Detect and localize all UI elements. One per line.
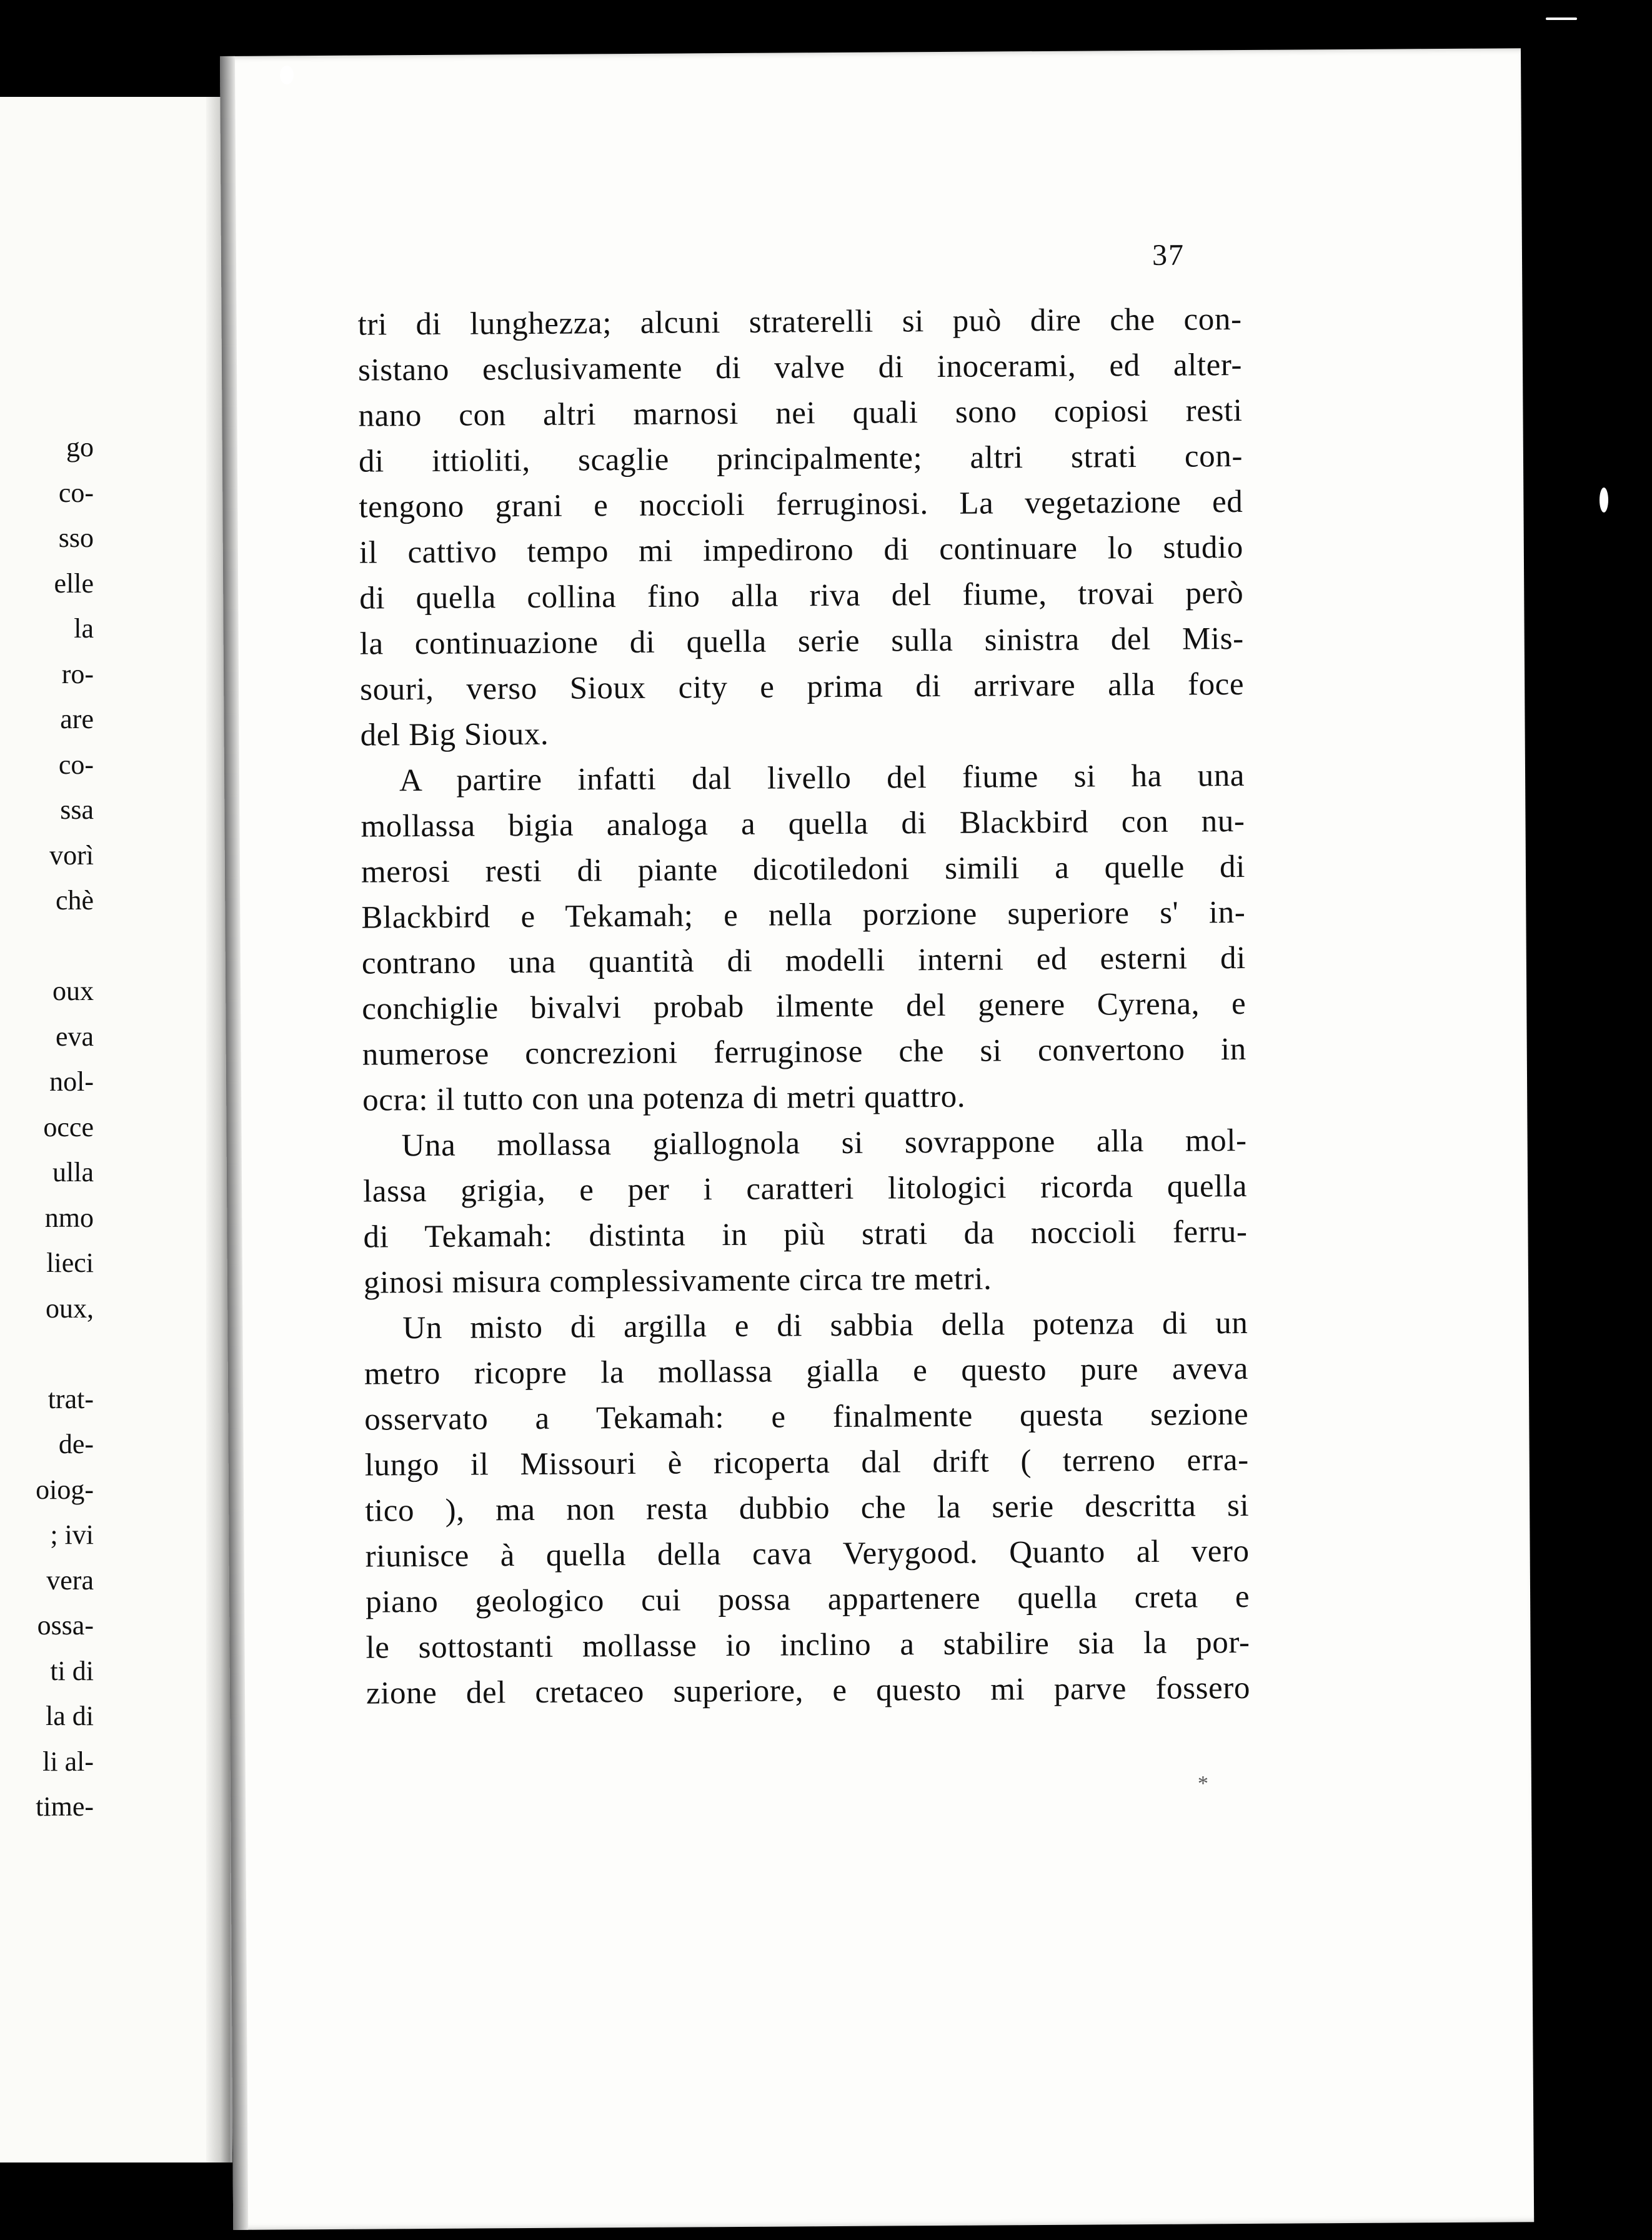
text-line: tico ), ma non resta dubbio che la serie descritta si [365, 1488, 1250, 1529]
previous-page-fragment: ulla [52, 1157, 94, 1188]
previous-page-fragment: ; ivi [50, 1519, 94, 1550]
previous-page-fragment: co- [58, 749, 94, 780]
text-line: di ittioliti, scaglie principalmente; altri strati con- [358, 439, 1243, 479]
previous-page-fragment: lieci [46, 1248, 94, 1278]
previous-page-fragment: ssa [60, 794, 94, 825]
text-line: nano con altri marnosi nei quali sono copiosi resti [358, 393, 1243, 434]
previous-page-fragment: nmo [44, 1202, 94, 1233]
text-line: del Big Sioux. [360, 716, 549, 753]
previous-page-fragment: nol- [49, 1066, 94, 1097]
text-line: Una mollassa giallognola si sovrappone alla mol- [401, 1122, 1247, 1164]
previous-page-fragment: co- [58, 477, 94, 508]
text-line: zione del cretaceo superiore, e questo mi parve fossero [366, 1670, 1251, 1711]
scan-speck [280, 66, 294, 84]
text-line: contrano una quantità di modelli interni ed esterni di [361, 940, 1246, 981]
previous-page-fragment: ro- [61, 658, 94, 689]
previous-page-fragment [0, 1331, 94, 1377]
book-page [220, 48, 1534, 2230]
text-line: mollassa bigia analoga a quella di Blackbird con nu- [361, 804, 1245, 844]
previous-page-fragment: oux [52, 976, 94, 1006]
previous-page-fragment: eva [55, 1021, 94, 1052]
previous-page-fragment: sso [58, 522, 94, 553]
page-number: 37 [1152, 238, 1185, 272]
text-line: Blackbird e Tekamah; e nella porzione superiore s' in- [361, 894, 1246, 936]
previous-page-fragment: elle [54, 568, 94, 599]
previous-page-fragment: go [66, 432, 94, 462]
scan-speck [1600, 488, 1608, 512]
text-line: lungo il Missouri è ricoperta dal drift ( terreno erra- [364, 1442, 1249, 1483]
text-line: lassa grigia, e per i caratteri litologici ricorda quella [362, 1168, 1248, 1209]
previous-page-fragment: chè [55, 885, 94, 916]
previous-page-fragment: oiog- [36, 1474, 94, 1505]
footnote-mark: * [1197, 1772, 1209, 1796]
text-line: numerose concrezioni ferruginose che si convertono in [362, 1031, 1246, 1072]
text-line: di quella collina fino alla riva del fiume, trovai però [359, 576, 1244, 616]
text-line: conchiglie bivalvi probab ilmente del genere Cyrena, e [362, 986, 1246, 1027]
previous-page-fragment: time- [36, 1791, 94, 1822]
text-line: merosi resti di piante dicotiledoni simili a quelle di [361, 849, 1246, 890]
page-body-text [357, 297, 1250, 1717]
previous-page-fragment: vorì [49, 839, 94, 871]
text-line: tri di lunghezza; alcuni straterelli si può dire che con- [357, 302, 1242, 342]
previous-page-fragment: la [74, 613, 94, 644]
previous-page-fragment: trat- [47, 1383, 94, 1414]
text-line: tengono grani e noccioli ferruginosi. La vegetazione ed [359, 484, 1243, 525]
previous-page-text-fragments [0, 425, 94, 1830]
text-line: souri, verso Sioux city e prima di arrivare alla foce [360, 667, 1245, 708]
text-line: le sottostanti mollasse io inclino a stabilire sia la por- [366, 1624, 1250, 1666]
previous-page-fragment: li al- [42, 1746, 94, 1777]
previous-page-fragment: occe [43, 1111, 94, 1142]
text-line: il cattivo tempo mi impedirono di continuare lo studio [359, 530, 1244, 571]
text-line: osservato a Tekamah: e finalmente questa sezione [364, 1396, 1249, 1438]
text-line: metro ricopre la mollassa gialla e questo pure aveva [364, 1351, 1249, 1392]
previous-page-fragment: ossa- [37, 1610, 94, 1641]
text-line: sistano esclusivamente di valve di inocerami, ed alter- [357, 348, 1243, 388]
text-line: ginosi misura complessivamente circa tre metri. [363, 1261, 992, 1301]
previous-page-fragment: de- [58, 1429, 94, 1459]
text-line: ocra: il tutto con una potenza di metri quattro. [362, 1079, 966, 1118]
text-line: A partire infatti dal livello del fiume si ha una [399, 758, 1245, 799]
text-line: di Tekamah: distinta in più strati da noccioli ferru- [363, 1214, 1248, 1255]
previous-page-fragment: vera [46, 1564, 94, 1596]
text-line: la continuazione di quella serie sulla sinistra del Mis- [359, 621, 1244, 662]
previous-page-fragment: ti di [50, 1655, 94, 1686]
text-line: piano geologico cui possa appartenere quella creta e [365, 1579, 1250, 1620]
text-line: Un misto di argilla e di sabbia della potenza di un [402, 1305, 1248, 1346]
previous-page-fragment [0, 924, 94, 969]
previous-page-edge [0, 97, 232, 2162]
text-line: riunisce à quella della cava Verygood. Quanto al vero [365, 1533, 1250, 1574]
previous-page-fragment: are [60, 704, 94, 734]
previous-page-fragment: oux, [46, 1292, 94, 1324]
scan-speck [1546, 18, 1577, 20]
previous-page-fragment: la di [46, 1701, 94, 1731]
